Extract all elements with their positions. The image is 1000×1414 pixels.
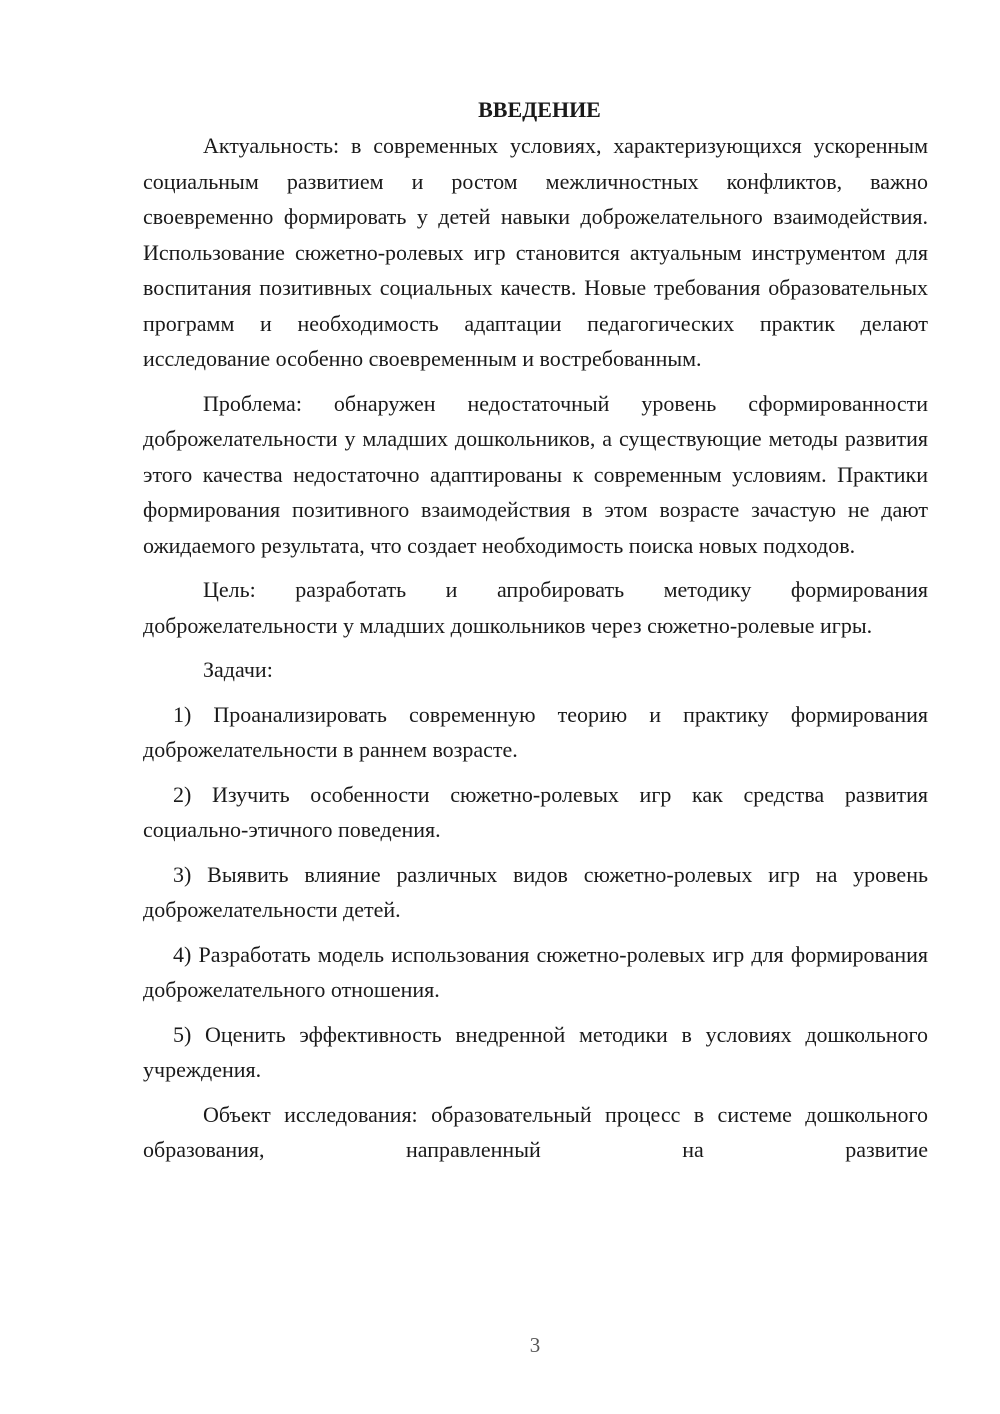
task-item-4: 4) Разработать модель использования сюжетно-ролевых игр для формирования доброжелательного отношения. xyxy=(143,941,928,1002)
page-number: 3 xyxy=(529,1333,541,1357)
paragraph-object: Объект исследования: образовательный процесс в системе дошкольного образования, направленный на развитие xyxy=(143,1101,928,1162)
paragraph-goal: Цель: разработать и апробировать методику формирования доброжелательности у младших дошкольников через сюжетно-ролевые игры. xyxy=(143,577,928,638)
paragraph-relevance: Актуальность: в современных условиях, характеризующихся ускоренным социальным развитием и ростом межличностных конфликтов, важно своевременно формировать у детей навыки доброжелательного взаимодействия. Использование сюжетно-ролевых игр становится актуальным инструментом для воспитания позитивных социальных качеств. Новые требования образовательных программ и необходимость адаптации педагогических практик делают исследование особенно своевременным и востребованным. xyxy=(143,133,928,371)
page-title: ВВЕДЕНИЕ xyxy=(478,97,601,122)
document-page xyxy=(143,92,928,1177)
paragraph-tasks-heading: Задачи: xyxy=(203,657,273,682)
paragraph-problem: Проблема: обнаружен недостаточный уровень сформированности доброжелательности у младших дошкольников, а существующие методы развития этого качества недостаточно адаптированы к современным условиям. Практики формирования позитивного взаимодействия в этом возрасте зачастую не дают ожидаемого результата, что создает необходимость поиска новых подходов. xyxy=(143,390,928,558)
task-item-2: 2) Изучить особенности сюжетно-ролевых игр как средства развития социально-этичного поведения. xyxy=(143,781,928,842)
task-item-5: 5) Оценить эффективность внедренной методики в условиях дошкольного учреждения. xyxy=(143,1021,928,1082)
task-item-3: 3) Выявить влияние различных видов сюжетно-ролевых игр на уровень доброжелательности детей. xyxy=(143,861,928,922)
task-item-1: 1) Проанализировать современную теорию и практику формирования доброжелательности в раннем возрасте. xyxy=(143,701,928,762)
